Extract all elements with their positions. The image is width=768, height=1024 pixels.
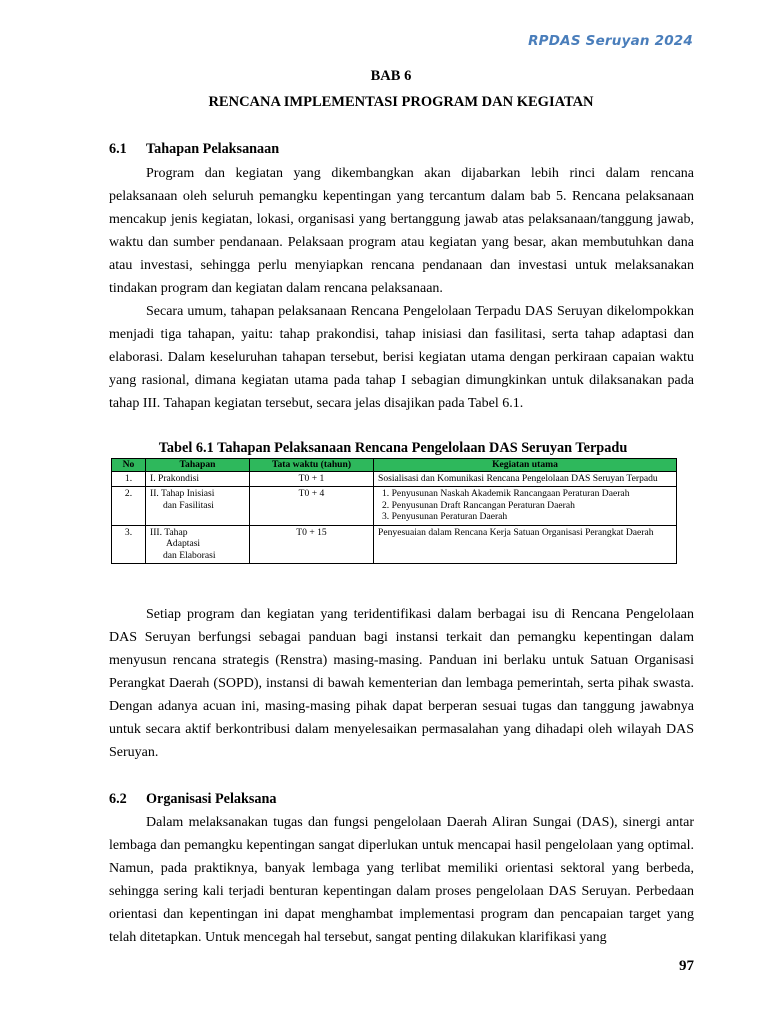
- tahapan-line: III. Tahap: [150, 526, 188, 538]
- paragraph: Dalam melaksanakan tugas dan fungsi pengelolaan Daerah Aliran Sungai (DAS), sinergi antar lembaga dan pemangku kepentingan sangat diperlukan untuk mencapai hasil pengelolaan yang optimal. Namun, pada praktiknya, banyak lembaga yang terlibat memiliki orientasi sektoral yang berbeda, sehingga sering kali terjadi benturan kepentingan dalam proses pengelolaan DAS Seruyan. Perbedaan orientasi dan kepentingan ini dapat menghambat implementasi program dan pencapaian target yang telah ditetapkan. Untuk mencegah hal tersebut, sangat penting dilakukan klarifikasi yang: [109, 815, 694, 945]
- tahapan-line: dan Elaborasi: [163, 549, 216, 561]
- kegiatan-list: [378, 488, 672, 523]
- tahapan-line: I. Prakondisi: [150, 472, 200, 484]
- tahapan-line: dan Fasilitasi: [163, 499, 214, 511]
- cell-tahapan: [146, 487, 250, 526]
- column-header-tahapan: Tahapan: [146, 459, 250, 472]
- paragraph: Secara umum, tahapan pelaksanaan Rencana Pengelolaan Terpadu DAS Seruyan dikelompokkan menjadi tiga tahapan, yaitu: tahap prakondisi, tahap inisiasi dan fasilitasi, serta tahap adaptasi dan elaborasi. Dalam keseluruhan tahapan tersebut, berisi kegiatan utama dengan perkiraan capaian waktu yang rasional, dimana kegiatan utama pada tahap I sebagian dimungkinkan untuk dilaksanakan pada tahap III. Tahapan kegiatan tersebut, secara jelas disajikan pada Tabel 6.1.: [109, 304, 694, 411]
- section-heading-6-1: [109, 141, 279, 158]
- cell-waktu: T0 + 4: [250, 487, 374, 526]
- cell-tahapan: [146, 471, 250, 487]
- stages-table: [111, 458, 677, 564]
- paragraph: Program dan kegiatan yang dikembangkan akan dijabarkan lebih rinci dalam rencana pelaksanaan oleh seluruh pemangku kepentingan yang tercantum dalam bab 5. Rencana pelaksanaan mencakup jenis kegiatan, lokasi, organisasi yang bertanggung jawab atas pelaksanaan/tanggung jawab, waktu dan sumber pendanaan. Pelaksaan program atau kegiatan yang besar, akan membutuhkan dana atau investasi, sehingga perlu menyiapkan rencana pendanaan dan investasi untuk melaksanakan tindakan program dan kegiatan dalam rencana pelaksanaan.: [109, 166, 694, 296]
- list-item: 2. Penyusunan Draft Rancangan Peraturan Daerah: [382, 499, 575, 511]
- section-title: Organisasi Pelaksana: [146, 791, 277, 807]
- cell-tahapan: [146, 525, 250, 564]
- paragraph: Setiap program dan kegiatan yang teridentifikasi dalam berbagai isu di Rencana Pengelolaan DAS Seruyan berfungsi sebagai panduan bagi instansi terkait dan pemangku kepentingan dalam menyusun rencana strategis (Renstra) masing-masing. Panduan ini berlaku untuk Satuan Organisasi Perangkat Daerah (SOPD), instansi di bawah kementerian dan lembaga pemerintah, serta pihak swasta. Dengan adanya acuan ini, masing-masing pihak dapat berperan sesuai tugas dan tanggung jawabnya untuk secara aktif berkontribusi dalam menyelesaikan permasalahan yang dihadapi oleh wilayah DAS Seruyan.: [109, 607, 694, 760]
- cell-kegiatan: Sosialisasi dan Komunikasi Rencana Pengelolaan DAS Seruyan Terpadu: [374, 471, 677, 487]
- column-header-no: No: [112, 459, 146, 472]
- column-header-tata-waktu: Tata waktu (tahun): [250, 459, 374, 472]
- cell-kegiatan: Penyesuaian dalam Rencana Kerja Satuan Organisasi Perangkat Daerah: [374, 525, 677, 564]
- running-header: RPDAS Seruyan 2024: [528, 33, 693, 49]
- cell-no: 2.: [112, 487, 146, 526]
- page-number: 97: [679, 958, 694, 974]
- cell-waktu: T0 + 15: [250, 525, 374, 564]
- section-number: 6.1: [109, 141, 127, 157]
- section-title: Tahapan Pelaksanaan: [146, 141, 280, 157]
- cell-kegiatan: [374, 487, 677, 526]
- table-caption: Tabel 6.1 Tahapan Pelaksanaan Rencana Pengelolaan DAS Seruyan Terpadu: [158, 440, 628, 456]
- section-number: 6.2: [109, 791, 127, 807]
- tahapan-line: II. Tahap Inisiasi: [150, 488, 215, 499]
- cell-no: 1.: [112, 471, 146, 487]
- table-row: [112, 525, 677, 564]
- column-header-kegiatan: Kegiatan utama: [374, 459, 677, 472]
- table-header-row: [112, 459, 677, 472]
- chapter-title: RENCANA IMPLEMENTASI PROGRAM DAN KEGIATAN: [208, 94, 594, 110]
- tahapan-line: Adaptasi: [166, 538, 201, 549]
- chapter-label: BAB 6: [370, 68, 412, 84]
- table-row: [112, 487, 677, 526]
- list-item: 3. Penyusunan Peraturan Daerah: [382, 511, 508, 522]
- cell-waktu: T0 + 1: [250, 471, 374, 487]
- section-heading-6-2: [109, 791, 276, 808]
- list-item: 1. Penyusunan Naskah Akademik Rancangaan Peraturan Daerah: [382, 488, 630, 499]
- cell-no: 3.: [112, 525, 146, 564]
- table-row: [112, 471, 677, 487]
